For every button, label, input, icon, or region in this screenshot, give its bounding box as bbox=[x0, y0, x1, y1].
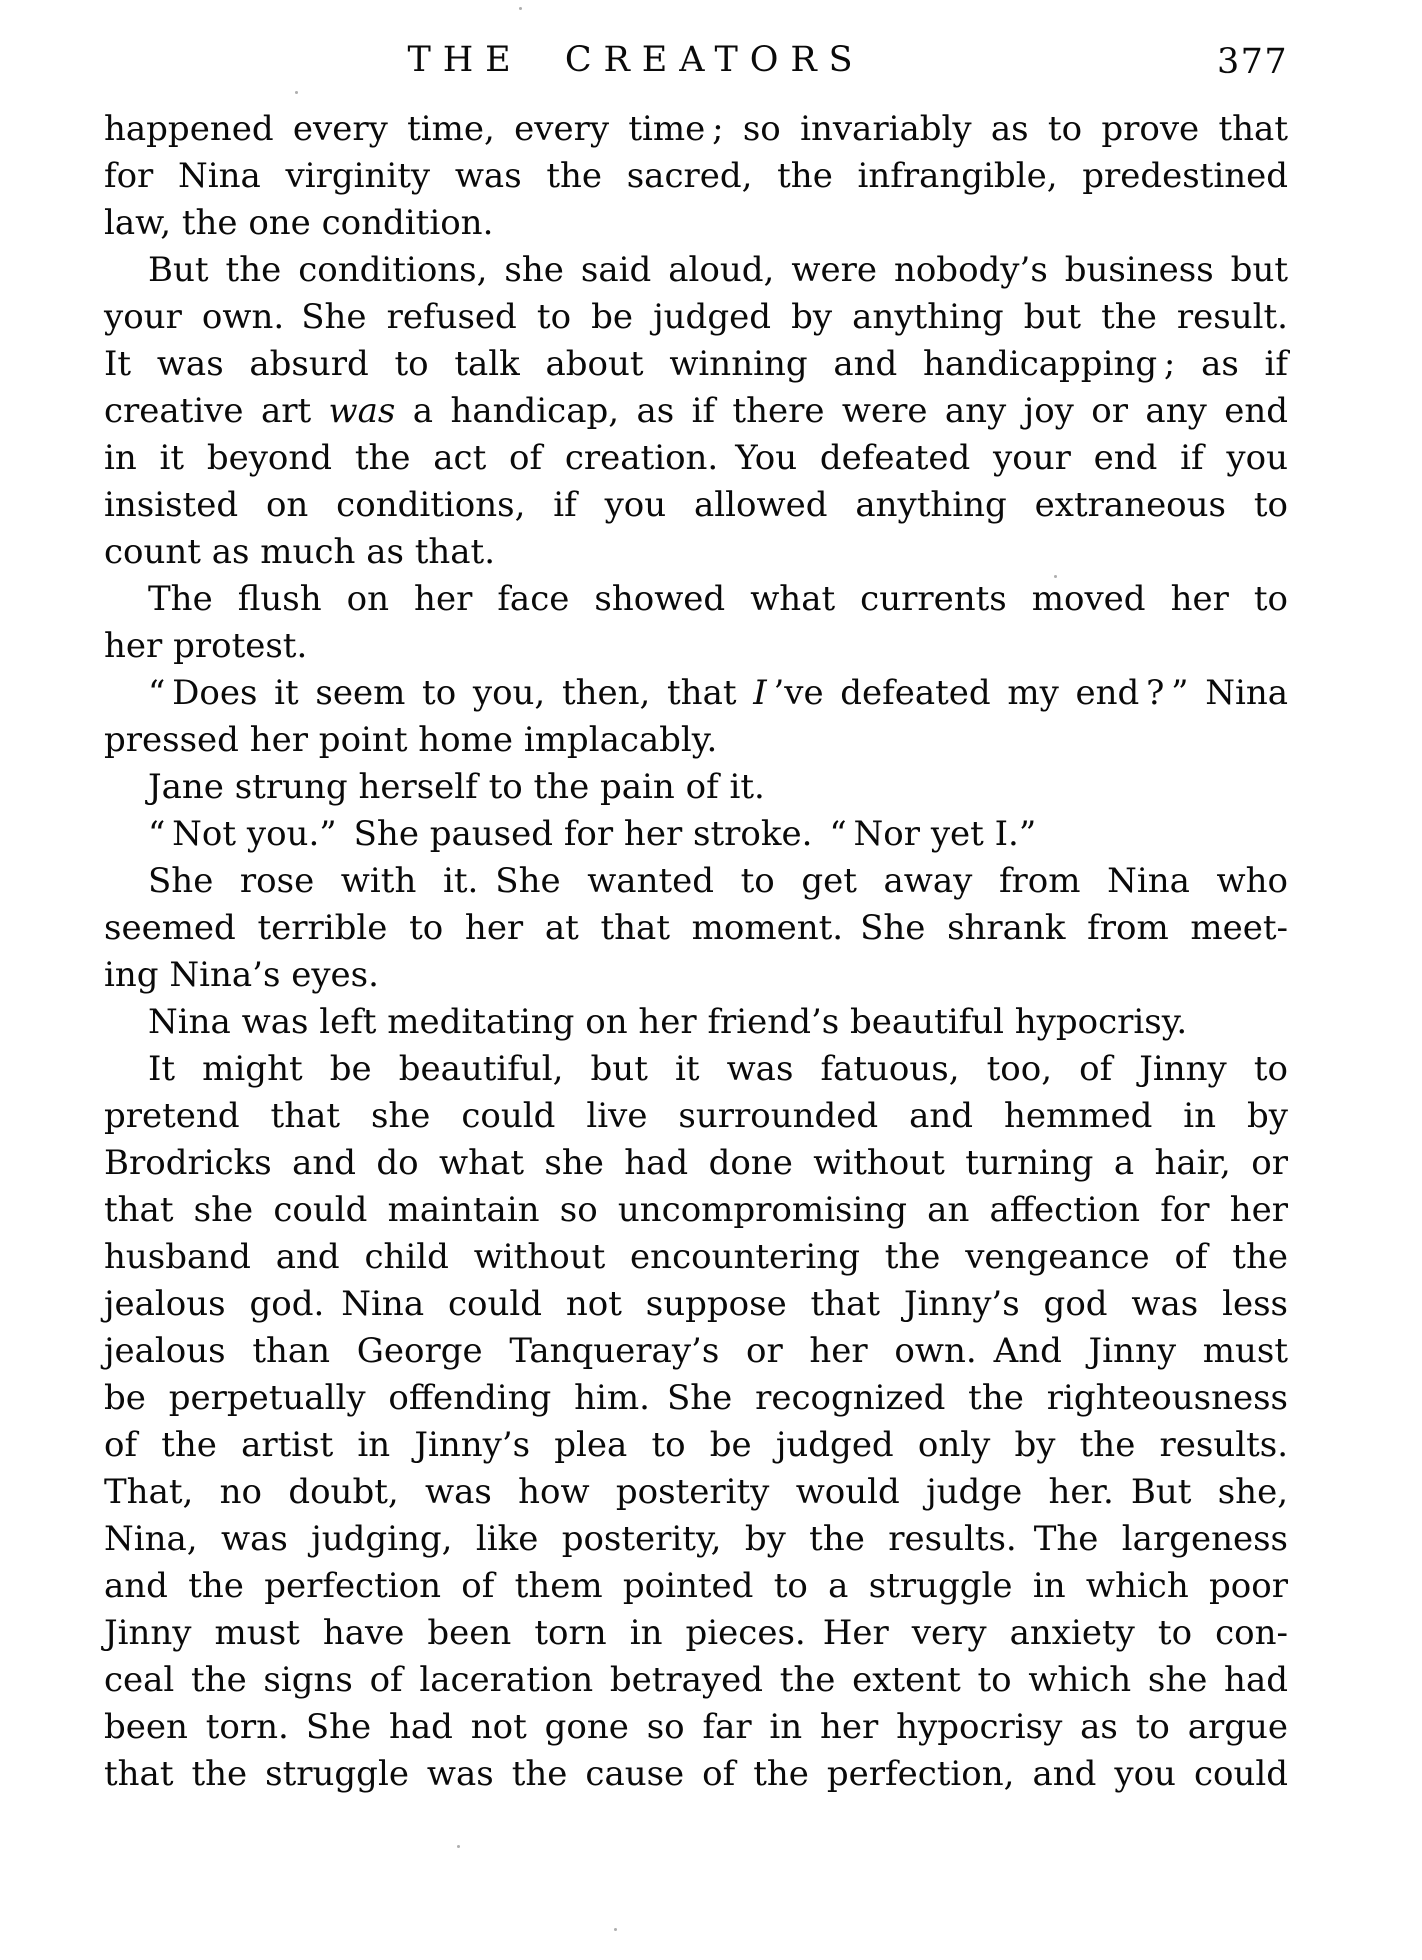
text-line bbox=[104, 106, 1288, 153]
text-line bbox=[104, 811, 1288, 858]
text-segment: “ Not you.” She paused for her stroke. “ Nor yet I.” bbox=[148, 814, 1037, 854]
text-line bbox=[104, 482, 1288, 529]
text-segment: jealous than George Tanqueray’s or her own. And Jinny must bbox=[104, 1331, 1288, 1371]
text-line bbox=[104, 294, 1288, 341]
text-line bbox=[104, 1657, 1288, 1704]
body-text bbox=[104, 106, 1288, 1798]
text-segment: Nina was left meditating on her friend’s beautiful hypocrisy. bbox=[148, 1002, 1188, 1042]
text-line bbox=[104, 1140, 1288, 1187]
text-line bbox=[104, 717, 1288, 764]
text-line bbox=[104, 670, 1288, 717]
text-segment: ing Nina’s eyes. bbox=[104, 955, 379, 995]
text-segment: It might be beautiful, but it was fatuous, too, of Jinny to bbox=[148, 1049, 1288, 1089]
text-line bbox=[104, 999, 1288, 1046]
text-line bbox=[104, 529, 1288, 576]
text-line bbox=[104, 905, 1288, 952]
text-line bbox=[104, 153, 1288, 200]
running-head bbox=[104, 40, 1288, 84]
text-segment: in it beyond the act of creation. You defeated your end if you bbox=[104, 438, 1288, 478]
text-line bbox=[104, 858, 1288, 905]
text-segment: be perpetually offending him. She recognized the righteousness bbox=[104, 1378, 1288, 1418]
text-segment: Nina, was judging, like posterity, by the results. The largeness bbox=[104, 1519, 1288, 1559]
text-segment: that the struggle was the cause of the perfection, and you could bbox=[104, 1754, 1288, 1794]
text-line bbox=[104, 388, 1288, 435]
text-segment: Brodricks and do what she had done without turning a hair, or bbox=[104, 1143, 1288, 1183]
text-segment: creative art bbox=[104, 391, 329, 431]
text-line bbox=[104, 1093, 1288, 1140]
scan-speck bbox=[519, 7, 522, 10]
text-segment: That, no doubt, was how posterity would judge her. But she, bbox=[104, 1472, 1288, 1512]
text-segment: The flush on her face showed what currents moved her to bbox=[148, 579, 1288, 619]
text-line bbox=[104, 1187, 1288, 1234]
text-segment: that she could maintain so uncompromising an affection for her bbox=[104, 1190, 1288, 1230]
text-line bbox=[104, 764, 1288, 811]
scan-speck bbox=[1054, 575, 1057, 578]
text-segment: She rose with it. She wanted to get away from Nina who bbox=[148, 861, 1288, 901]
text-line bbox=[104, 1281, 1288, 1328]
text-segment: ceal the signs of laceration betrayed the extent to which she had bbox=[104, 1660, 1288, 1700]
text-line bbox=[104, 1375, 1288, 1422]
text-line bbox=[104, 952, 1288, 999]
text-segment: Jinny must have been torn in pieces. Her very anxiety to con- bbox=[104, 1613, 1288, 1653]
text-segment: a handicap, as if there were any joy or any end bbox=[395, 391, 1288, 431]
text-segment: happened every time, every time ; so invariably as to prove that bbox=[104, 109, 1288, 149]
text-line bbox=[104, 1704, 1288, 1751]
text-segment: her protest. bbox=[104, 626, 308, 666]
italic-text: was bbox=[328, 391, 396, 431]
text-segment: husband and child without encountering the vengeance of the bbox=[104, 1237, 1288, 1277]
text-line bbox=[104, 623, 1288, 670]
text-line bbox=[104, 1328, 1288, 1375]
text-line bbox=[104, 576, 1288, 623]
page-number: 377 bbox=[1216, 42, 1288, 82]
text-line bbox=[104, 1563, 1288, 1610]
text-segment: ’ve defeated my end ? ” Nina bbox=[766, 673, 1288, 713]
text-segment: jealous god. Nina could not suppose that Jinny’s god was less bbox=[104, 1284, 1288, 1324]
running-title: THE CREATORS bbox=[407, 40, 865, 80]
text-line bbox=[104, 1234, 1288, 1281]
text-segment: count as much as that. bbox=[104, 532, 496, 572]
text-line bbox=[104, 1610, 1288, 1657]
text-segment: been torn. She had not gone so far in her hypocrisy as to argue bbox=[104, 1707, 1288, 1747]
text-line bbox=[104, 1516, 1288, 1563]
text-segment: of the artist in Jinny’s plea to be judged only by the results. bbox=[104, 1425, 1288, 1465]
text-line bbox=[104, 1046, 1288, 1093]
text-segment: It was absurd to talk about winning and handicapping ; as if bbox=[104, 344, 1288, 384]
text-segment: Jane strung herself to the pain of it. bbox=[148, 767, 765, 807]
text-segment: insisted on conditions, if you allowed anything extraneous to bbox=[104, 485, 1288, 525]
text-segment: your own. She refused to be judged by anything but the result. bbox=[104, 297, 1288, 337]
text-segment: for Nina virginity was the sacred, the infrangible, predestined bbox=[104, 156, 1288, 196]
text-line bbox=[104, 1422, 1288, 1469]
text-line bbox=[104, 341, 1288, 388]
text-segment: pressed her point home implacably. bbox=[104, 720, 718, 760]
scan-speck bbox=[295, 91, 298, 94]
text-segment: and the perfection of them pointed to a struggle in which poor bbox=[104, 1566, 1288, 1606]
scan-speck bbox=[614, 1928, 617, 1931]
scan-speck bbox=[457, 1845, 460, 1848]
text-segment: But the conditions, she said aloud, were nobody’s business but bbox=[148, 250, 1288, 290]
text-segment: law, the one condition. bbox=[104, 203, 494, 243]
text-segment: “ Does it seem to you, then, that bbox=[148, 673, 754, 713]
text-line bbox=[104, 1469, 1288, 1516]
text-line bbox=[104, 1751, 1288, 1798]
italic-text: I bbox=[753, 673, 767, 713]
text-line bbox=[104, 435, 1288, 482]
text-segment: seemed terrible to her at that moment. She shrank from meet- bbox=[104, 908, 1288, 948]
text-line bbox=[104, 247, 1288, 294]
text-line bbox=[104, 200, 1288, 247]
text-segment: pretend that she could live surrounded and hemmed in by bbox=[104, 1096, 1288, 1136]
